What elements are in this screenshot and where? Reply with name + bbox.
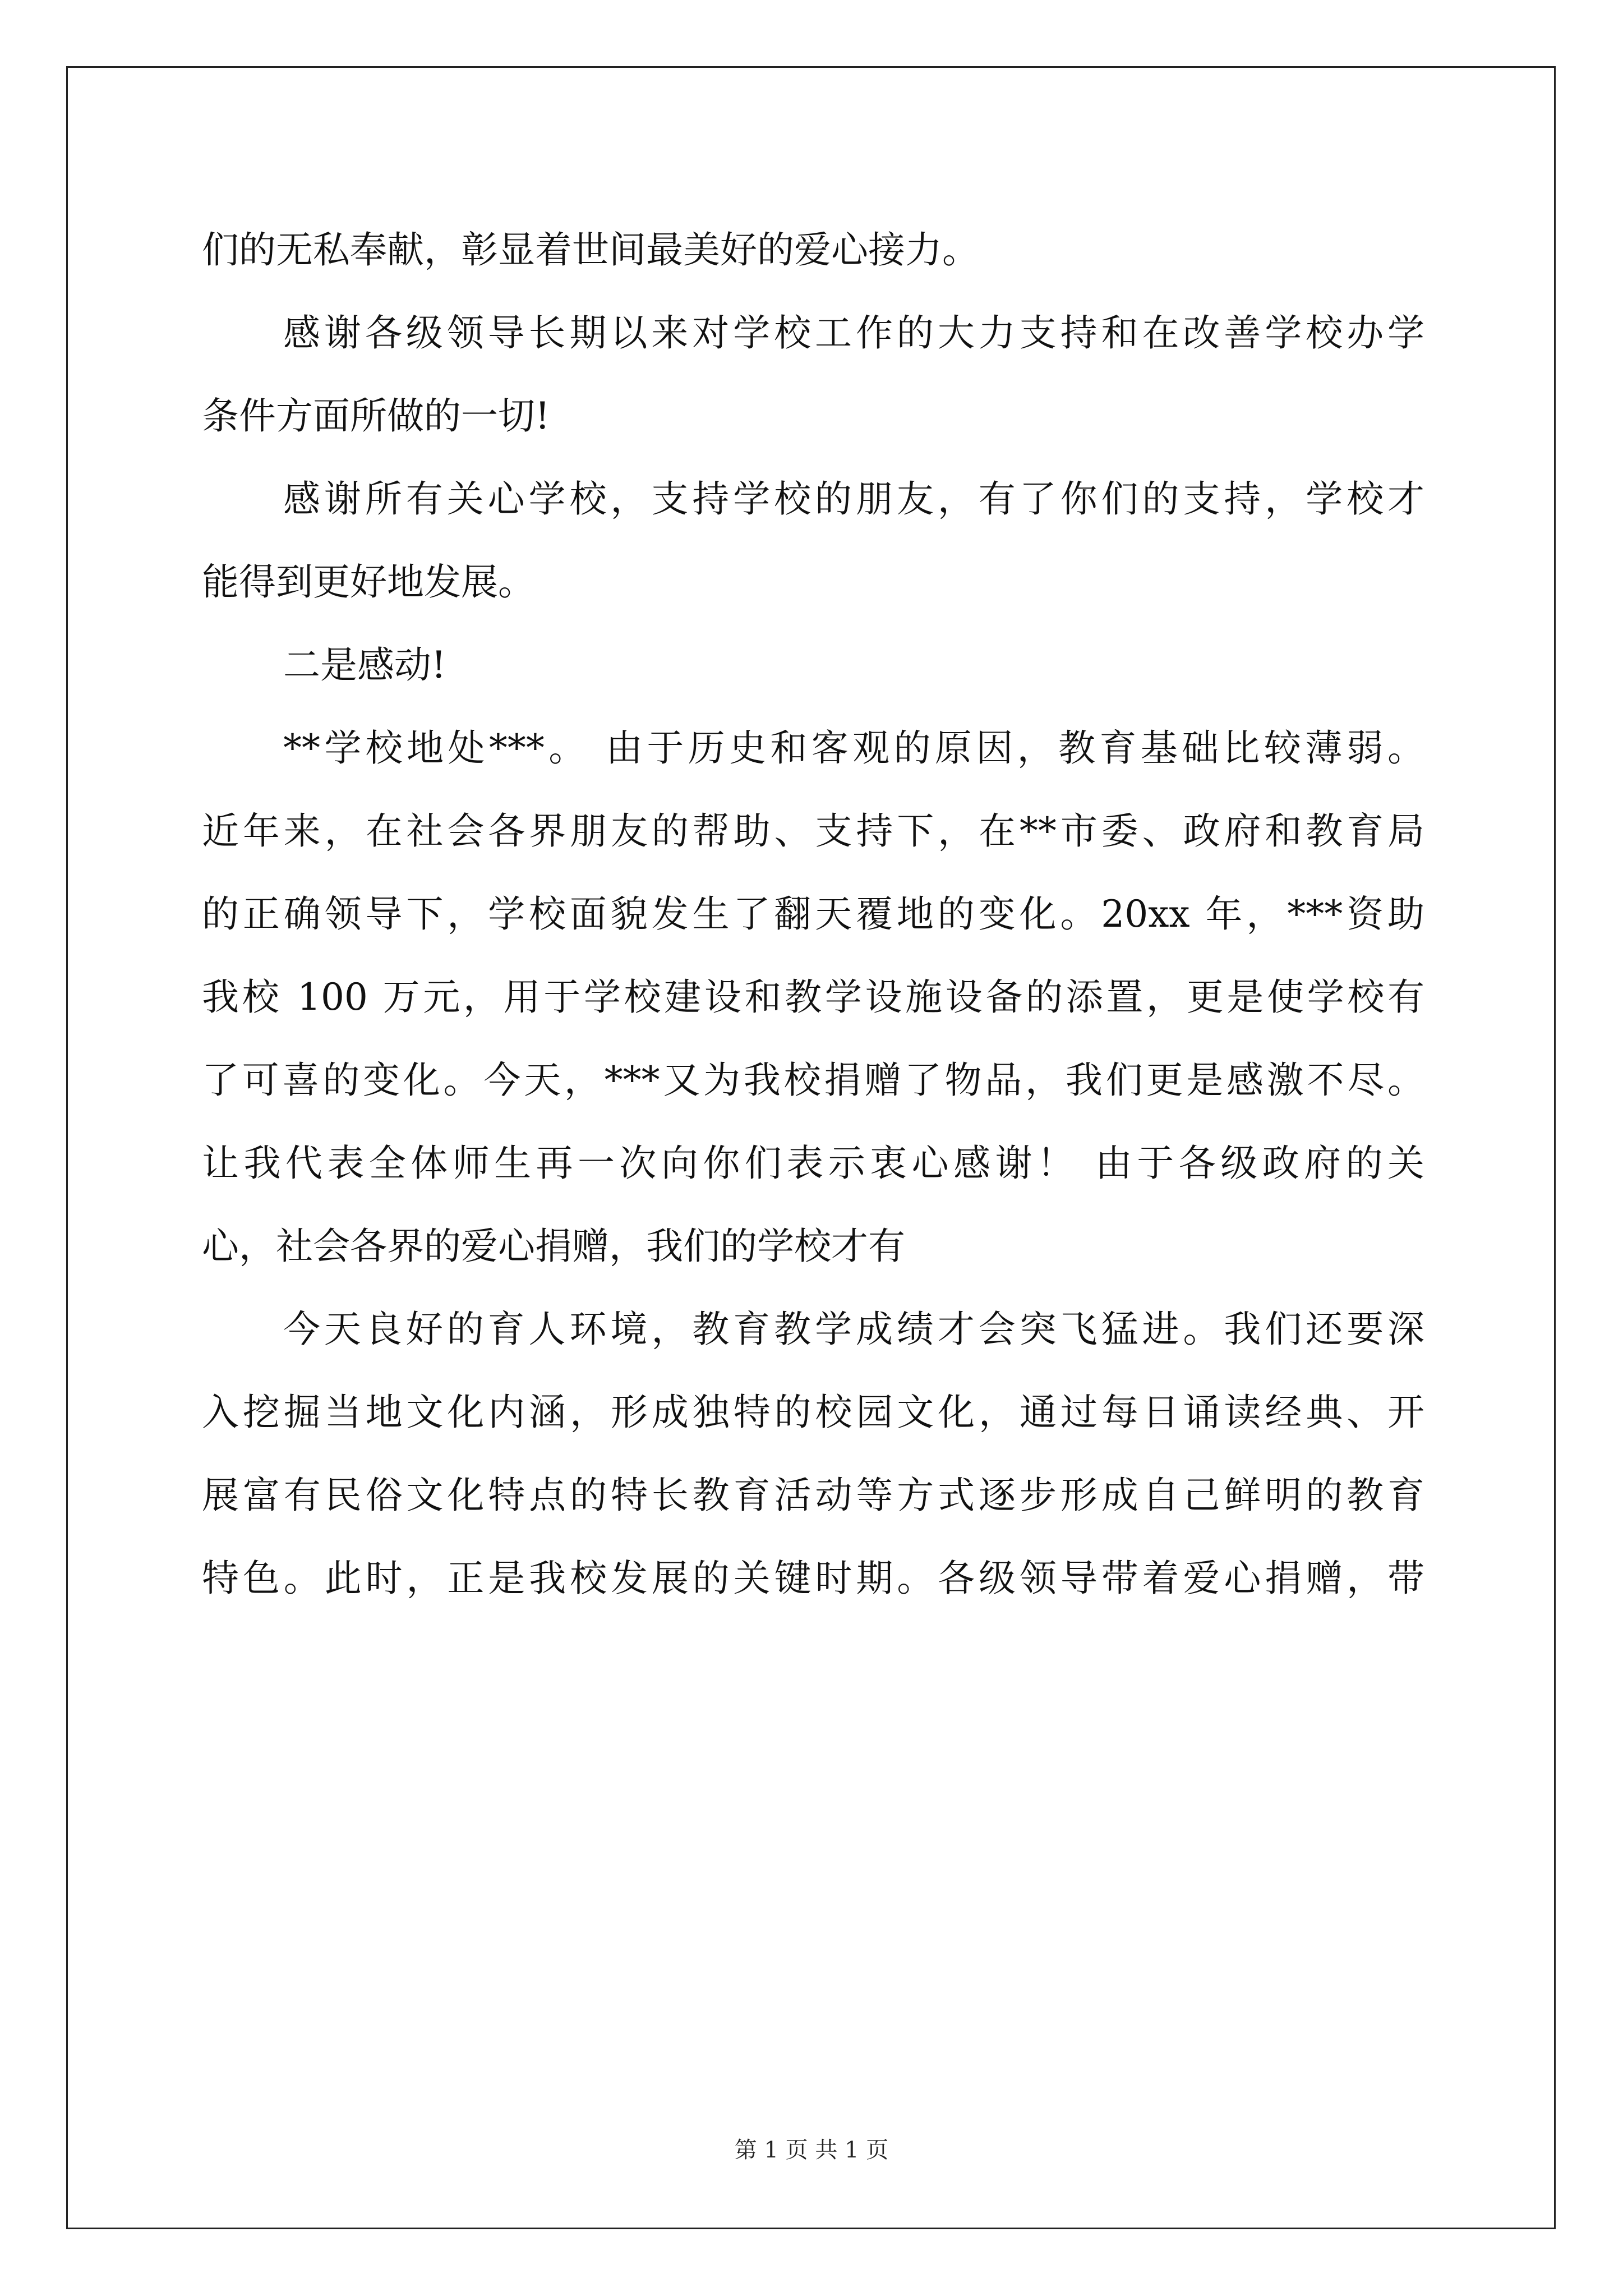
text-line: 感谢各级领导长期以来对学校工作的大力支持和在改善学校办学	[283, 311, 1424, 355]
text-line: 今天良好的育人环境，教育教学成绩才会突飞猛进。我们还要深	[283, 1308, 1424, 1351]
page-number: 第 1 页 共 1 页	[734, 2137, 889, 2163]
text-line: 我校 100 万元，用于学校建设和教学设施设备的添置，更是使学校有	[202, 976, 1424, 1019]
document-body	[202, 209, 1424, 1620]
page-footer	[0, 2133, 1623, 2167]
text-line: 特色。此时，正是我校发展的关键时期。各级领导带着爱心捐赠，带	[202, 1557, 1424, 1600]
text-line: 入挖掘当地文化内涵，形成独特的校园文化，通过每日诵读经典、开	[202, 1391, 1424, 1434]
text-line: 了可喜的变化。今天，***又为我校捐赠了物品，我们更是感激不尽。	[202, 1059, 1424, 1102]
text-line: 的正确领导下，学校面貌发生了翻天覆地的变化。20xx 年，***资助	[202, 892, 1424, 936]
text-line: 展富有民俗文化特点的特长教育活动等方式逐步形成自己鲜明的教育	[202, 1474, 1424, 1517]
text-line: 感谢所有关心学校，支持学校的朋友，有了你们的支持，学校才	[283, 477, 1424, 521]
text-line: 条件方面所做的一切!	[202, 394, 550, 438]
text-line: 们的无私奉献，彰显着世间最美好的爱心接力。	[202, 228, 979, 272]
text-line: 能得到更好地发展。	[202, 560, 535, 604]
text-line: 近年来，在社会各界朋友的帮助、支持下，在**市委、政府和教育局	[202, 809, 1424, 853]
text-line: 心，社会各界的爱心捐赠，我们的学校才有	[202, 1225, 905, 1268]
text-line: **学校地处***。 由于历史和客观的原因，教育基础比较薄弱。	[283, 726, 1424, 770]
text-line: 二是感动!	[283, 643, 446, 687]
text-line: 让我代表全体师生再一次向你们表示衷心感谢！ 由于各级政府的关	[202, 1142, 1424, 1185]
